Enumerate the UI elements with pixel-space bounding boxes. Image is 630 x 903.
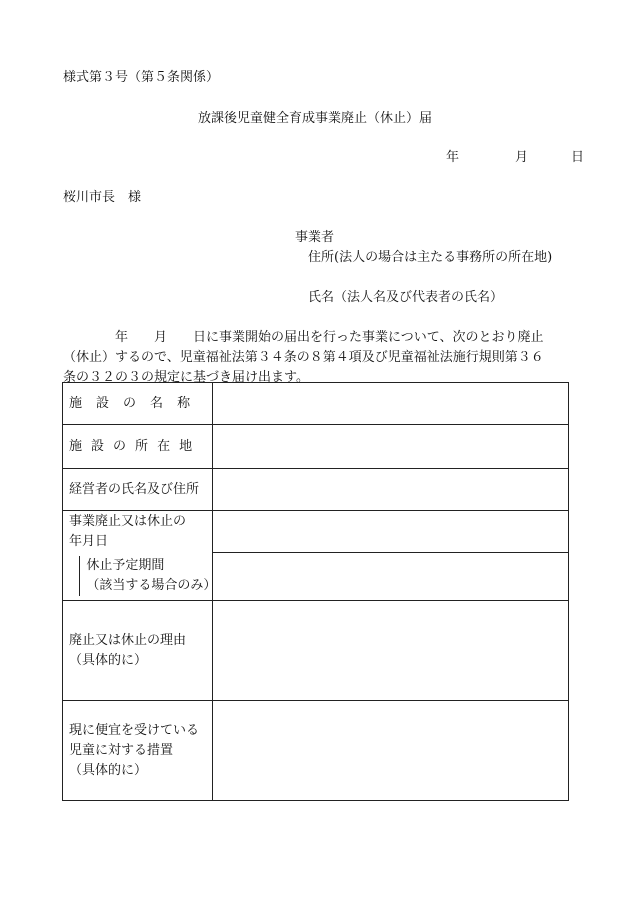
operator-address-label: 住所(法人の場合は主たる事務所の所在地) (308, 250, 553, 265)
row-reason (63, 601, 569, 701)
row-closure-date (63, 511, 569, 553)
date-day: 日 (571, 150, 585, 165)
label-measures: 現に便宜を受けている 児童に対する措置 （具体的に） (63, 701, 213, 801)
row-operator-info (63, 469, 569, 511)
field-reason[interactable] (213, 601, 569, 701)
label-closure-date: 事業廃止又は休止の 年月日 (63, 511, 213, 553)
body-text-line-3: 条の３２の３の規定に基づき届け出ます。 (63, 370, 309, 385)
form-number: 様式第３号（第５条関係） (63, 70, 220, 85)
row-measures (63, 701, 569, 801)
date-line (446, 146, 584, 165)
label-facility-location: 施 設 の 所 在 地 (63, 425, 213, 469)
row-facility-name (63, 383, 569, 425)
label-suspension-period: 休止予定期間 （該当する場合のみ） (86, 558, 217, 594)
date-month: 月 (515, 150, 529, 165)
row-facility-location (63, 425, 569, 469)
body-text-line-1: 年 月 日に事業開始の届出を行った事業について、次のとおり廃止 (63, 330, 544, 345)
field-suspension-period[interactable] (213, 553, 569, 601)
field-facility-name[interactable] (213, 383, 569, 425)
document-title: 放課後児童健全育成事業廃止（休止）届 (197, 111, 432, 126)
date-year: 年 (446, 150, 460, 165)
operator-name-label: 氏名（法人名及び代表者の氏名） (308, 290, 504, 305)
label-reason: 廃止又は休止の理由 （具体的に） (63, 601, 213, 701)
label-suspension-period-cell (63, 553, 217, 601)
operator-label: 事業者 (295, 230, 335, 245)
label-operator-info: 経営者の氏名及び住所 (63, 469, 213, 511)
form-table (62, 382, 569, 801)
field-operator-info[interactable] (213, 469, 569, 511)
label-facility-name: 施 設 の 名 称 (63, 383, 213, 425)
field-measures[interactable] (213, 701, 569, 801)
field-closure-date[interactable] (213, 511, 569, 553)
addressee: 桜川市長 様 (63, 190, 142, 205)
row-suspension-period (63, 553, 569, 601)
body-text-line-2: （休止）するので、児童福祉法第３４条の８第４項及び児童福祉法施行規則第３６ (63, 350, 544, 365)
field-facility-location[interactable] (213, 425, 569, 469)
